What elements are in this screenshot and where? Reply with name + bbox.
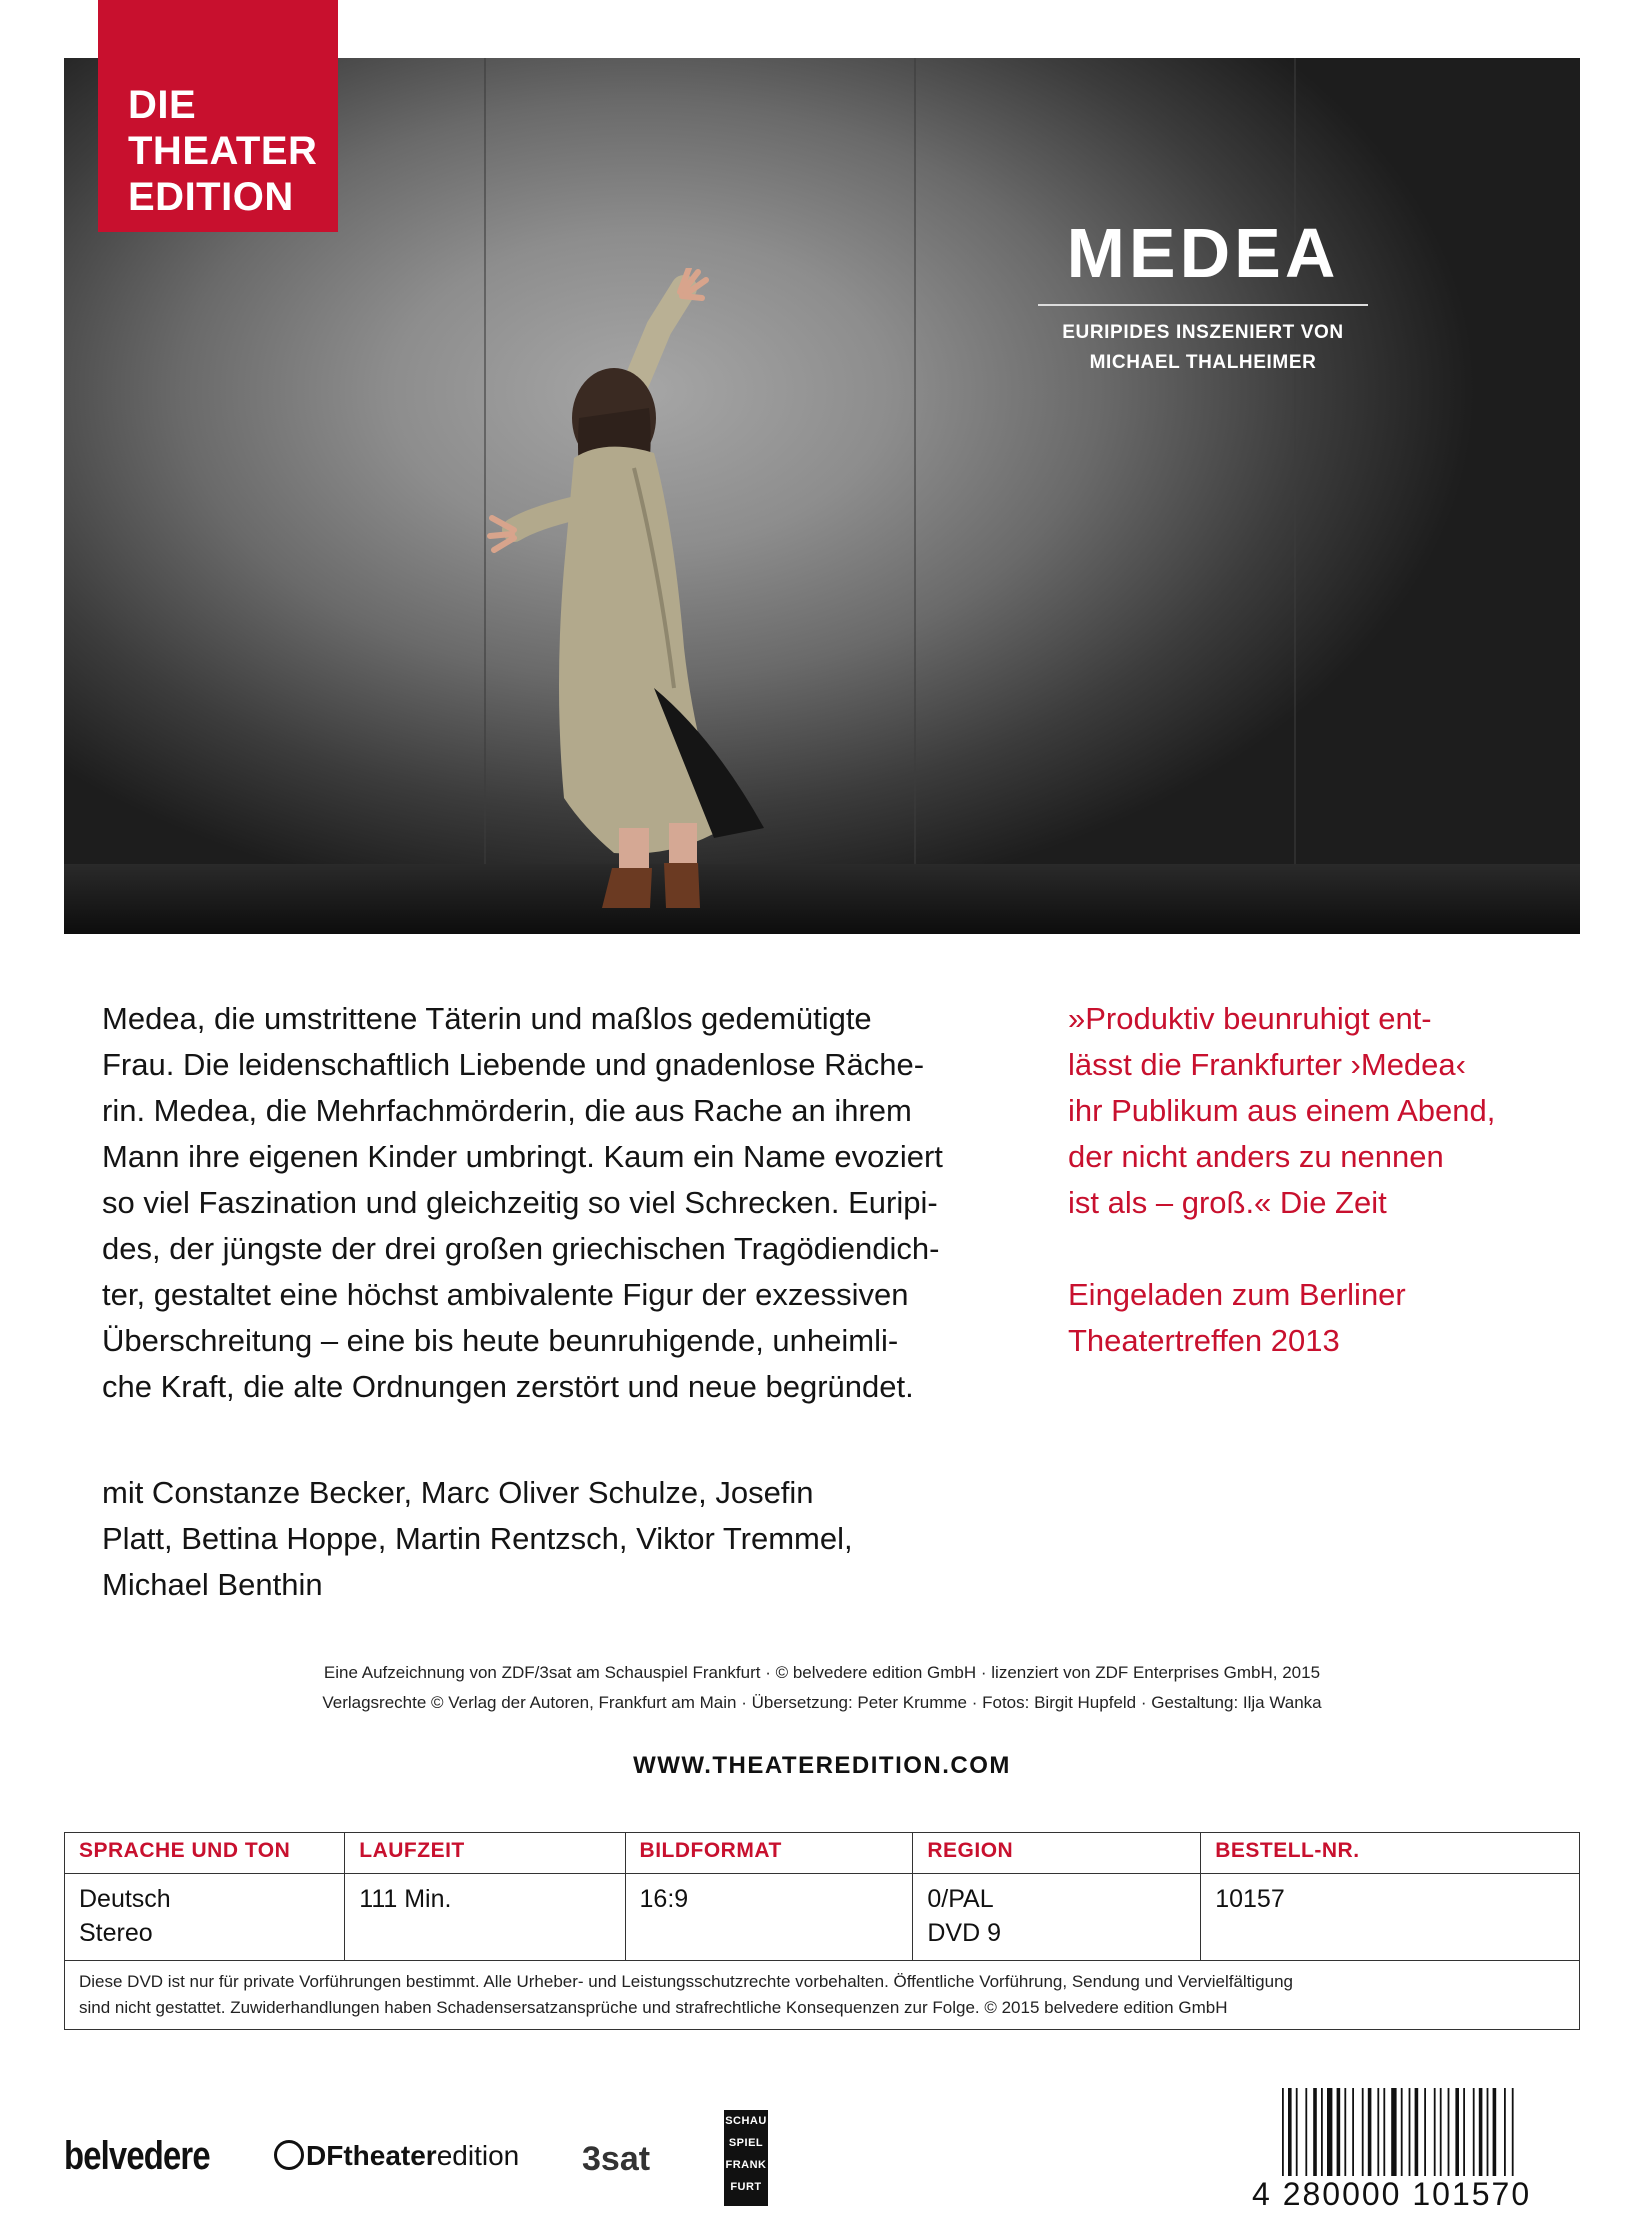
- badge-line: DIE: [128, 83, 197, 127]
- value-line: 16:9: [639, 1885, 689, 1913]
- logo-line: SCHAU: [725, 2115, 767, 2127]
- credits-line: Eine Aufzeichnung von ZDF/3sat am Schauspiel Frankfurt · © belvedere edition GmbH · lizenziert von ZDF Enterprises GmbH, 2015: [323, 1663, 1321, 1682]
- invite-line: Eingeladen zum Berliner: [1068, 1277, 1406, 1312]
- value-line: 10157: [1215, 1885, 1285, 1913]
- value-line: DVD 9: [927, 1919, 1002, 1947]
- cast-line: Platt, Bettina Hoppe, Martin Rentzsch, Viktor Tremmel,: [102, 1521, 853, 1556]
- 3sat-logo: 3sat: [582, 2140, 651, 2178]
- value-line: Stereo: [79, 1919, 153, 1947]
- logo-line: FURT: [730, 2181, 762, 2193]
- credits-line: Verlagsrechte © Verlag der Autoren, Frankfurt am Main · Übersetzung: Peter Krumme · Fotos: Birgit Hupfeld · Gestaltung: Ilja Wanka: [322, 1693, 1322, 1712]
- value-runtime: [345, 1874, 625, 1961]
- header-region: REGION: [913, 1833, 1201, 1874]
- synopsis: [102, 996, 1022, 1410]
- cast-list: [102, 1470, 962, 1608]
- zdf-theateredition-logo: [274, 2140, 519, 2172]
- festival-invitation: [1068, 1272, 1558, 1364]
- credits: [64, 1658, 1580, 1718]
- specs-header-row: [65, 1833, 1580, 1874]
- theater-edition-badge: [98, 0, 338, 232]
- wall-seam: [1294, 58, 1296, 864]
- synopsis-line: des, der jüngste der drei großen griechischen Tragödiendich-: [102, 1231, 940, 1266]
- specs-table: [64, 1832, 1580, 2030]
- synopsis-line: Mann ihre eigenen Kinder umbringt. Kaum ein Name evoziert: [102, 1139, 943, 1174]
- title-block: [1038, 210, 1368, 378]
- specs-notice-row: [65, 1961, 1580, 2030]
- logo-line: FRANK: [725, 2159, 767, 2171]
- title: MEDEA: [1066, 214, 1340, 292]
- logo-line: SPIEL: [728, 2137, 764, 2149]
- quote-line: der nicht anders zu nennen: [1068, 1139, 1444, 1174]
- header-language: SPRACHE UND TON: [65, 1833, 345, 1874]
- partner-logos: [64, 2115, 1204, 2200]
- cast-line: Michael Benthin: [102, 1567, 323, 1602]
- synopsis-line: che Kraft, die alte Ordnungen zerstört und neue begründet.: [102, 1369, 914, 1404]
- value-format: [625, 1874, 913, 1961]
- synopsis-line: Überschreitung – eine bis heute beunruhigende, unheimli-: [102, 1323, 899, 1358]
- subtitle-line: EURIPIDES INSZENIERT VON: [1062, 322, 1344, 343]
- synopsis-line: so viel Faszination und gleichzeitig so viel Schrecken. Euripi-: [102, 1185, 938, 1220]
- website-link[interactable]: WWW.THEATEREDITION.COM: [633, 1752, 1011, 1779]
- cast-line: mit Constanze Becker, Marc Oliver Schulze, Josefin: [102, 1475, 814, 1510]
- belvedere-logo: belvedere: [64, 2134, 210, 2178]
- value-line: 0/PAL: [927, 1885, 994, 1913]
- schauspiel-frankfurt-logo: [724, 2110, 768, 2206]
- subtitle-line: MICHAEL THALHEIMER: [1089, 352, 1317, 373]
- notice-line: sind nicht gestattet. Zuwiderhandlungen haben Schadensersatzansprüche und strafrechtliche Konsequenzen zur Folge. © 2015 belvedere edition GmbH: [79, 1998, 1228, 2017]
- press-quote: [1068, 996, 1558, 1226]
- value-line: 111 Min.: [359, 1885, 452, 1913]
- header-order-number: BESTELL-NR.: [1201, 1833, 1580, 1874]
- legal-notice: [65, 1961, 1580, 2030]
- wall-seam: [914, 58, 916, 864]
- header-format: BILDFORMAT: [625, 1833, 913, 1874]
- barcode-number: 4 280000 101570: [1252, 2176, 1582, 2213]
- value-line: Deutsch: [79, 1885, 171, 1913]
- header-runtime: LAUFZEIT: [345, 1833, 625, 1874]
- stage-floor: [64, 864, 1580, 934]
- quote-line: »Produktiv beunruhigt ent-: [1068, 1001, 1432, 1036]
- zdf-bold-text: DFtheater: [306, 2140, 437, 2171]
- badge-line: THEATER: [128, 129, 318, 173]
- quote-line: ihr Publikum aus einem Abend,: [1068, 1093, 1496, 1128]
- zdf-mark-icon: [274, 2140, 304, 2170]
- zdf-light-text: edition: [436, 2140, 520, 2171]
- badge-line: EDITION: [128, 175, 294, 219]
- quote-line: lässt die Frankfurter ›Medea‹: [1068, 1047, 1466, 1082]
- invite-line: Theatertreffen 2013: [1068, 1323, 1340, 1358]
- synopsis-line: Medea, die umstrittene Täterin und maßlos gedemütigte: [102, 1001, 872, 1036]
- notice-line: Diese DVD ist nur für private Vorführungen bestimmt. Alle Urheber- und Leistungsschutzrechte vorbehalten. Öffentliche Vorführung, Sendung und Vervielfältigung: [79, 1972, 1293, 1991]
- quote-line: ist als – groß.« Die Zeit: [1068, 1185, 1387, 1220]
- specs-value-row: [65, 1874, 1580, 1961]
- value-order-number: [1201, 1874, 1580, 1961]
- title-rule: [1038, 304, 1368, 306]
- actress-figure: [484, 268, 794, 908]
- value-region: [913, 1874, 1201, 1961]
- synopsis-line: ter, gestaltet eine höchst ambivalente Figur der exzessiven: [102, 1277, 909, 1312]
- synopsis-line: rin. Medea, die Mehrfachmörderin, die aus Rache an ihrem: [102, 1093, 912, 1128]
- synopsis-line: Frau. Die leidenschaftlich Liebende und gnadenlose Räche-: [102, 1047, 925, 1082]
- value-language: [65, 1874, 345, 1961]
